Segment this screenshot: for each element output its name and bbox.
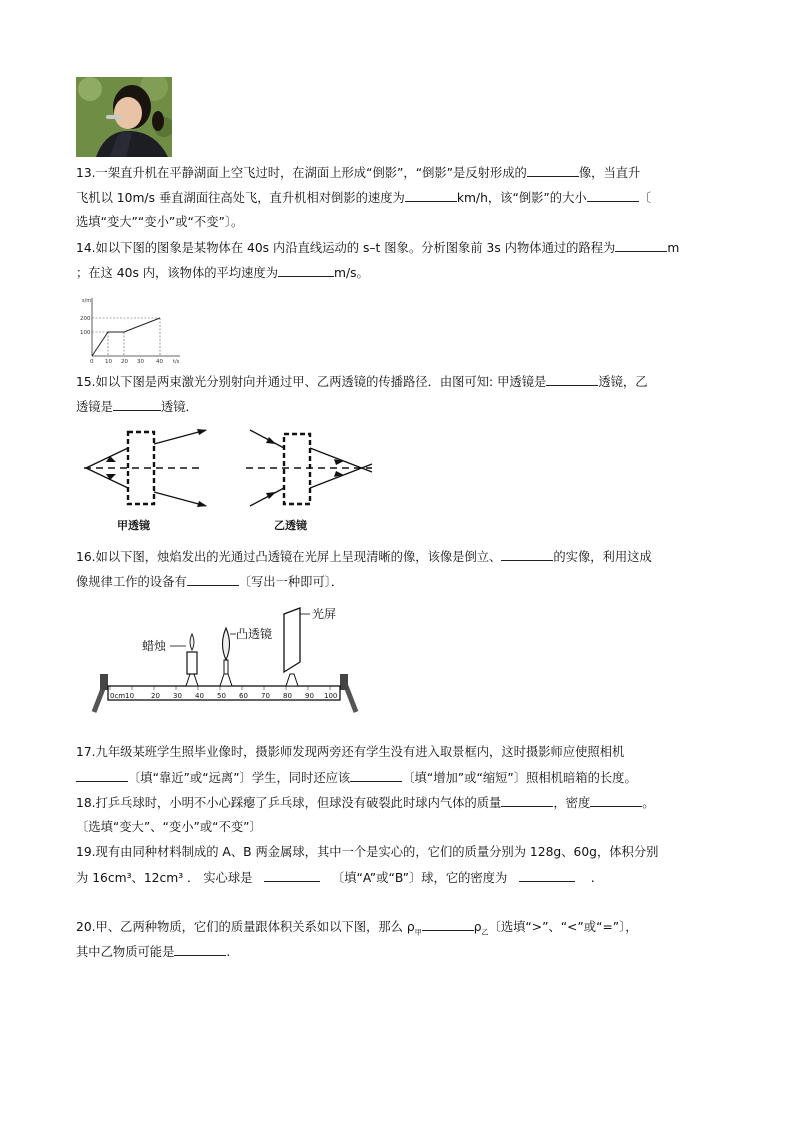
- q14-text-2b: m/s。: [334, 266, 369, 280]
- candle-body: [187, 652, 197, 674]
- girl-blowing-whistle-photo: [76, 77, 172, 157]
- q15-text-2b: 透镜．: [160, 400, 198, 414]
- x-tick-30: 30: [137, 359, 144, 364]
- arrow-left-in-top: [106, 456, 116, 462]
- q17-line1: [76, 744, 624, 760]
- candle-flame-icon: [190, 634, 194, 650]
- q13-text-2b: km/h，该“倒影”的大小: [456, 191, 587, 205]
- ray-right-in-bottom: [250, 488, 284, 506]
- ruler-label-80: 80: [283, 692, 292, 700]
- arrow-right-in-top: [266, 437, 276, 444]
- q15-text-1b: 透镜，乙: [598, 375, 648, 389]
- ruler-label-40: 40: [195, 692, 204, 700]
- q16-text-2a: 像规律工作的设备有: [76, 575, 187, 589]
- q16-line2: [76, 573, 343, 590]
- q18-blank-1[interactable]: [501, 794, 553, 807]
- q17-line2: [76, 769, 637, 786]
- q19-text-2c: .: [590, 871, 595, 885]
- q14-line2: [76, 264, 369, 281]
- lens-diagram: [76, 424, 386, 536]
- q19-blank-2[interactable]: [519, 869, 575, 882]
- q14-text-1a: 14.如以下图的图象是某物体在 40s 内沿直线运动的 s–t 图象。分析图象前 3s 内物体通过的路程为: [76, 241, 616, 255]
- screen-holder: [286, 674, 298, 686]
- q18-text-1b: ，密度: [553, 796, 591, 810]
- q19-text-2a: 为 16cm³、12cm³ ． 实心球是: [76, 871, 253, 885]
- q13-line1: [76, 164, 640, 181]
- ruler-label-50: 50: [217, 692, 226, 700]
- q13-text-1b: 像，当直升: [578, 166, 641, 180]
- q20-text-1b: ρ: [473, 920, 482, 934]
- ruler-label-90: 90: [305, 692, 314, 700]
- q20-blank-2[interactable]: [174, 943, 226, 956]
- lens-holder: [220, 674, 232, 686]
- label-candle: 蜡烛: [142, 639, 167, 653]
- q18-text-1a: 18.打乒乓球时，小明不小心踩瘪了乒乓球，但球没有破裂此时球内气体的质量: [76, 796, 502, 810]
- q13-text-1a: 13.一架直升机在平静湖面上空飞过时，在湖面上形成“倒影”，“倒影”是反射形成的: [76, 166, 527, 180]
- ruler-label-100: 100: [324, 692, 338, 700]
- q15-text-2a: 透镜是: [76, 400, 113, 414]
- q13-text-2c: 〔: [638, 191, 651, 205]
- q16-blank-1[interactable]: [501, 548, 553, 561]
- q20-line2: [76, 943, 230, 960]
- q18-line2: [76, 819, 262, 835]
- q15-line1: [76, 373, 648, 390]
- bench-end-left: [100, 674, 108, 690]
- q19-text-1: 19.现有由同种材料制成的 A、B 两金属球，其中一个是实心的，它们的质量分别为 128g、60g，体积分别: [76, 845, 659, 859]
- q17-text-2b: 〔填“增加”或“缩短”〕照相机暗箱的长度。: [402, 771, 637, 785]
- q19-blank-1[interactable]: [264, 869, 320, 882]
- q19-text-2b: 〔填“A”或“B”〕球，它的密度为: [331, 871, 508, 885]
- q17-blank-1[interactable]: [76, 769, 128, 782]
- q16-text-2b: 〔写出一种即可〕．: [238, 575, 344, 589]
- x-tick-0: 0: [90, 359, 94, 364]
- ruler-label-70: 70: [261, 692, 270, 700]
- q19-line1: [76, 844, 658, 860]
- q14-text-1b: m: [667, 241, 680, 255]
- lens-right-box: [284, 434, 310, 504]
- x-tick-20: 20: [121, 359, 128, 364]
- q18-line1: [76, 794, 655, 811]
- q20-sub-yi: 乙: [481, 928, 489, 937]
- ruler-label-60: 60: [239, 692, 248, 700]
- q13-blank-2[interactable]: [405, 189, 457, 202]
- q14-blank-2[interactable]: [278, 264, 334, 277]
- convex-lens-icon: [223, 628, 230, 660]
- q17-text-2a: 〔填“靠近”或“远离”〕学生，同时还应该: [128, 771, 351, 785]
- q18-text-1c: 。: [642, 796, 655, 810]
- q13-text-3: 选填“变大”“变小”或“不变”〕。: [76, 215, 244, 229]
- y-tick-200: 200: [80, 316, 91, 322]
- q13-text-2a: 飞机以 10m/s 垂直湖面往高处飞，直升机相对倒影的速度为: [76, 191, 405, 205]
- ray-right-in-top: [250, 430, 284, 448]
- q20-text-2a: 其中乙物质可能是: [76, 945, 175, 959]
- q20-blank-1[interactable]: [422, 918, 474, 931]
- q18-text-2: 〔选填“变大”、“变小”或“不变”〕: [76, 820, 262, 834]
- st-graph: [76, 294, 186, 364]
- ray-left-in-bottom: [86, 468, 128, 488]
- x-tick-10: 10: [105, 359, 112, 364]
- label-screen: 光屏: [312, 607, 337, 621]
- arrow-left-in-bottom: [106, 474, 116, 480]
- ruler-label-20: 20: [151, 692, 160, 700]
- q13-blank-3[interactable]: [587, 189, 639, 202]
- q20-sub-jia: 甲: [414, 928, 422, 937]
- ruler-label-30: 30: [173, 692, 182, 700]
- q17-blank-2[interactable]: [350, 769, 402, 782]
- y-unit-label: s/m: [82, 298, 92, 304]
- bench-end-right: [340, 674, 348, 690]
- q19-line2: [76, 869, 595, 886]
- optical-bench-diagram: [90, 600, 365, 718]
- y-tick-100: 100: [80, 330, 91, 336]
- q16-line1: [76, 548, 652, 565]
- x-unit-label: t/s: [173, 359, 180, 364]
- arrow-left-bottom: [197, 501, 207, 507]
- st-line: [92, 318, 160, 356]
- q14-line1: [76, 239, 679, 256]
- x-tick-40: 40: [156, 359, 163, 364]
- q17-text-1: 17.九年级某班学生照毕业像时，摄影师发现两旁还有学生没有进入取景框内，这时摄影师应使照相机: [76, 745, 625, 759]
- q13-line3: [76, 214, 243, 230]
- light-screen-icon: [284, 608, 300, 672]
- label-convex-lens: 凸透镜: [236, 627, 273, 641]
- photo-illustration: [76, 77, 172, 157]
- ray-left-in-top: [86, 448, 128, 468]
- q16-blank-2[interactable]: [187, 573, 239, 586]
- q14-blank-1[interactable]: [615, 239, 667, 252]
- q15-text-1a: 15.如以下图是两束激光分别射向并通过甲、乙两透镜的传播路径．由图可知: 甲透镜是: [76, 375, 547, 389]
- q14-text-2a: ；在这 40s 内，该物体的平均速度为: [76, 266, 279, 280]
- q16-text-1a: 16.如以下图，烛焰发出的光通过凸透镜在光屏上呈现清晰的像，该像是倒立、: [76, 550, 502, 564]
- q18-blank-2[interactable]: [590, 794, 642, 807]
- ruler-label-0: 0cm10: [110, 692, 135, 700]
- candle-holder: [186, 674, 198, 686]
- arrow-right-in-bottom: [266, 492, 276, 499]
- lens-stem: [224, 660, 228, 674]
- q13-blank-1[interactable]: [527, 164, 579, 177]
- arrow-left-top: [197, 429, 207, 435]
- q15-line2: [76, 398, 198, 415]
- q15-blank-1[interactable]: [546, 373, 598, 386]
- q15-blank-2[interactable]: [113, 398, 161, 411]
- q16-text-1b: 的实像，利用这成: [553, 550, 652, 564]
- q20-text-1a: 20.甲、乙两种物质，它们的质量跟体积关系如以下图，那么 ρ: [76, 920, 415, 934]
- q20-line1: [76, 918, 638, 940]
- q20-text-2b: .: [226, 945, 231, 959]
- label-yi-lens: 乙透镜: [274, 519, 307, 532]
- q20-text-1c: 〔选填“>”、“<”或“=”〕，: [488, 920, 638, 934]
- label-jia-lens: 甲透镜: [117, 519, 150, 532]
- q13-line2: [76, 189, 651, 206]
